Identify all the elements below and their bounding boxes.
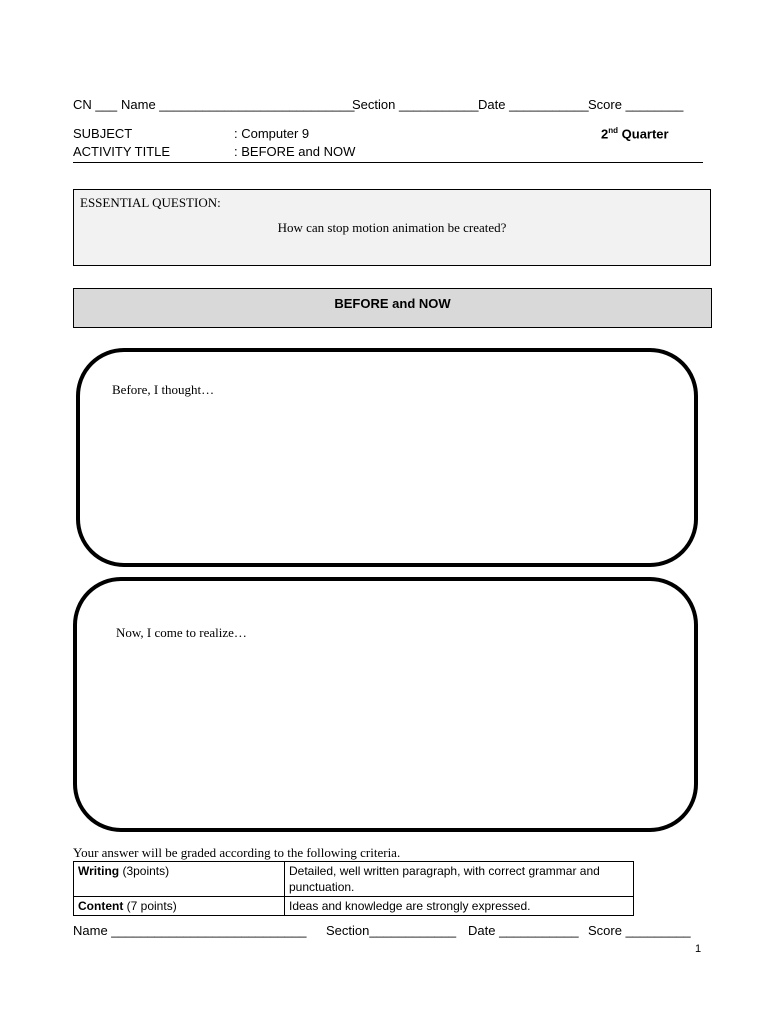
quarter-number: 2 bbox=[601, 126, 609, 142]
header-divider bbox=[73, 162, 703, 163]
essential-question-label: ESSENTIAL QUESTION: bbox=[80, 195, 221, 210]
criteria-label-cell bbox=[74, 862, 285, 897]
date-field[interactable]: Date ___________ bbox=[478, 97, 589, 112]
criteria-intro: Your answer will be graded according to the following criteria. bbox=[73, 845, 401, 860]
table-row bbox=[74, 897, 634, 916]
essential-question-box bbox=[73, 189, 711, 266]
table-row bbox=[74, 862, 634, 897]
activity-title-label: ACTIVITY TITLE bbox=[73, 144, 171, 159]
criteria-name: Writing bbox=[78, 864, 120, 878]
criteria-name: Content bbox=[78, 899, 124, 913]
criteria-label-cell bbox=[74, 897, 285, 916]
before-prompt: Before, I thought… bbox=[112, 382, 215, 397]
now-answer-box[interactable] bbox=[73, 577, 698, 832]
subject-label: SUBJECT bbox=[73, 126, 133, 141]
section-banner bbox=[73, 288, 712, 328]
page-number: 1 bbox=[695, 943, 702, 955]
quarter-suffix: nd bbox=[608, 126, 619, 135]
essential-question-text: How can stop motion animation be created? bbox=[277, 220, 507, 235]
criteria-table bbox=[73, 861, 634, 916]
footer-section-field[interactable]: Section____________ bbox=[326, 923, 457, 938]
footer-score-field[interactable]: Score _________ bbox=[588, 923, 691, 938]
quarter-label bbox=[601, 126, 669, 141]
now-prompt: Now, I come to realize… bbox=[116, 625, 247, 640]
banner-title: BEFORE and NOW bbox=[334, 296, 451, 311]
activity-title-value: : BEFORE and NOW bbox=[234, 144, 356, 159]
score-field[interactable]: Score ________ bbox=[588, 97, 684, 112]
criteria-points: (3points) bbox=[119, 864, 170, 878]
criteria-description: Detailed, well written paragraph, with correct grammar and punctuation. bbox=[285, 862, 634, 897]
name-field[interactable]: Name ___________________________ bbox=[121, 97, 355, 112]
before-answer-box[interactable] bbox=[76, 348, 698, 567]
quarter-word: Quarter bbox=[621, 126, 669, 142]
criteria-points: (7 points) bbox=[123, 899, 177, 913]
section-field[interactable]: Section ___________ bbox=[352, 97, 479, 112]
criteria-description: Ideas and knowledge are strongly expressed. bbox=[285, 897, 634, 916]
footer-name-field[interactable]: Name ___________________________ bbox=[73, 923, 307, 938]
cn-field[interactable]: CN ___ bbox=[73, 97, 118, 112]
subject-value: : Computer 9 bbox=[234, 126, 310, 141]
footer-date-field[interactable]: Date ___________ bbox=[468, 923, 579, 938]
